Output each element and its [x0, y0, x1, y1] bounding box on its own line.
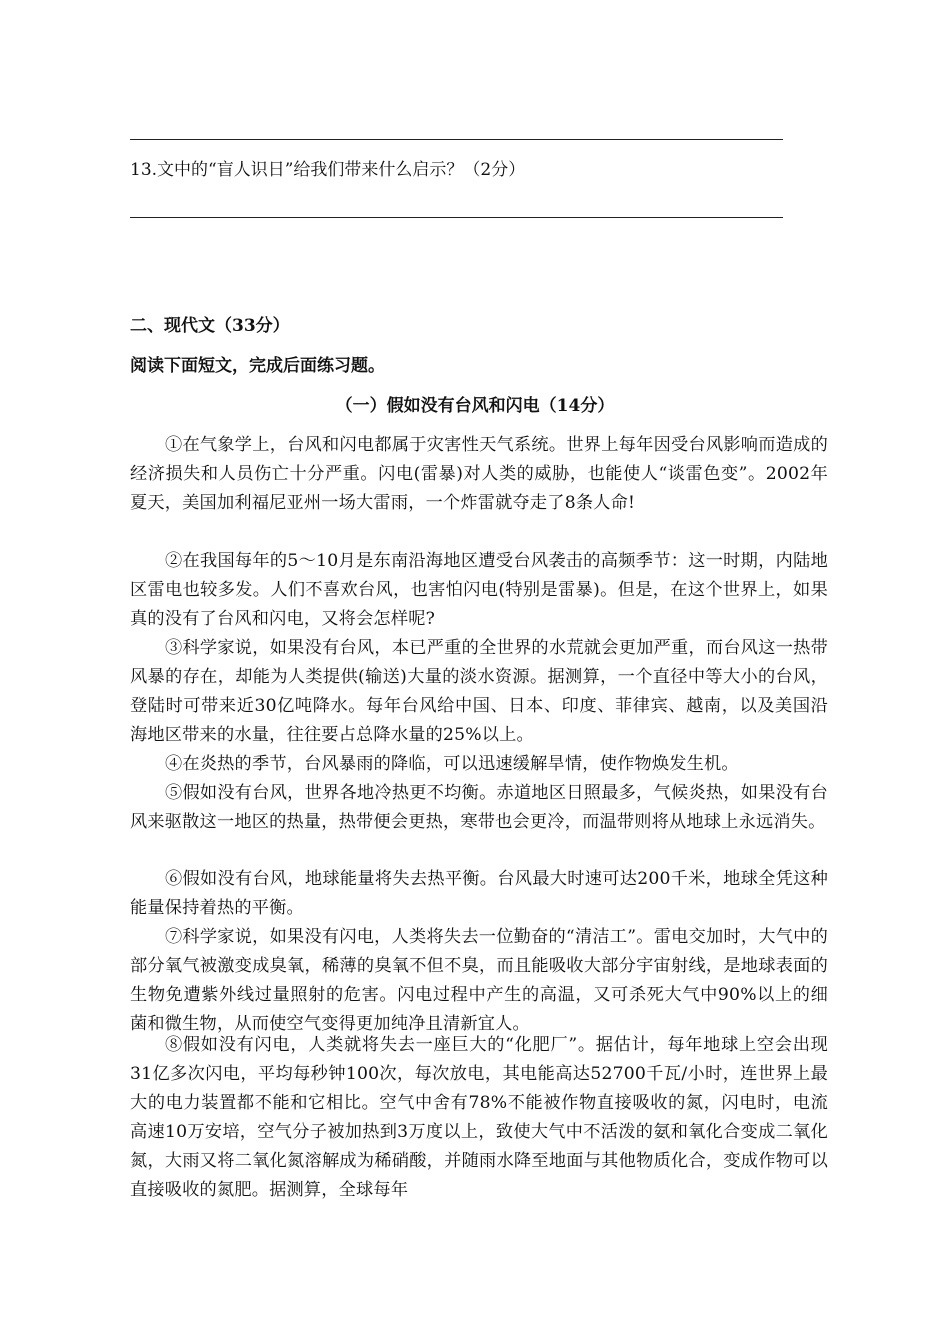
answer-line-top: [130, 139, 783, 140]
paragraph-1: ①在气象学上，台风和闪电都属于灾害性天气系统。世界上每年因受台风影响而造成的经济损失和人员伤亡十分严重。闪电(雷暴)对人类的威胁，也能使人“谈雷色变”。2002年夏天，美国加利福尼亚州一场大雷雨，一个炸雷就夺走了8条人命!: [130, 435, 828, 513]
question-13: 13.文中的“盲人识日”给我们带来什么启示？（2分）: [130, 160, 526, 180]
section-heading: 二、现代文（33分）: [130, 316, 290, 336]
paragraph-2: ②在我国每年的5～10月是东南沿海地区遭受台风袭击的高频季节：这一时期，内陆地区雷电也较多发。人们不喜欢台风，也害怕闪电(特别是雷暴)。但是，在这个世界上，如果真的没有了台风和闪电，又将会怎样呢?: [130, 551, 828, 629]
paragraph-5: ⑤假如没有台风，世界各地冷热更不均衡。赤道地区日照最多，气候炎热，如果没有台风来驱散这一地区的热量，热带便会更热，寒带也会更冷，而温带则将从地球上永远消失。: [130, 783, 828, 832]
passage-title: （一）假如没有台风和闪电（14分）: [335, 396, 615, 416]
reading-instruction: 阅读下面短文，完成后面练习题。: [130, 356, 385, 376]
answer-line-question-13: [130, 217, 783, 218]
paragraph-6: ⑥假如没有台风，地球能量将失去热平衡。台风最大时速可达200千米，地球全凭这种能量保持着热的平衡。: [130, 869, 828, 918]
paragraph-7: ⑦科学家说，如果没有闪电，人类将失去一位勤奋的“清洁工”。雷电交加时，大气中的部分氧气被激变成臭氧，稀薄的臭氧不但不臭，而且能吸收大部分宇宙射线，是地球表面的生物免遭紫外线过量照射的危害。闪电过程中产生的高温，又可杀死大气中90%以上的细菌和微生物，从而使空气变得更加纯净且清新宜人。: [130, 927, 828, 1034]
paragraph-8: ⑧假如没有闪电，人类就将失去一座巨大的“化肥厂”。据估计，每年地球上空会出现31亿多次闪电，平均每秒钟100次，每次放电，其电能高达52700千瓦/小时，连世界上最大的电力装置都不能和它相比。空气中舍有78%不能被作物直接吸收的氮，闪电时，电流高速10万安培，空气分子被加热到3万度以上，致使大气中不活泼的氨和氧化合变成二氧化氮，大雨又将二氧化氮溶解成为稀硝酸，并随雨水降至地面与其他物质化合，变成作物可以直接吸收的氮肥。据测算，全球每年: [130, 1035, 828, 1200]
paragraph-3: ③科学家说，如果没有台风，本已严重的全世界的水荒就会更加严重，而台风这一热带风暴的存在，却能为人类提供(输送)大量的淡水资源。据测算，一个直径中等大小的台风，登陆时可带来近30亿吨降水。每年台风给中国、日本、印度、菲律宾、越南，以及美国沿海地区带来的水量，往往要占总降水量的25%以上。: [130, 638, 828, 745]
paragraph-4: ④在炎热的季节，台风暴雨的降临，可以迅速缓解旱情，使作物焕发生机。: [165, 754, 739, 774]
